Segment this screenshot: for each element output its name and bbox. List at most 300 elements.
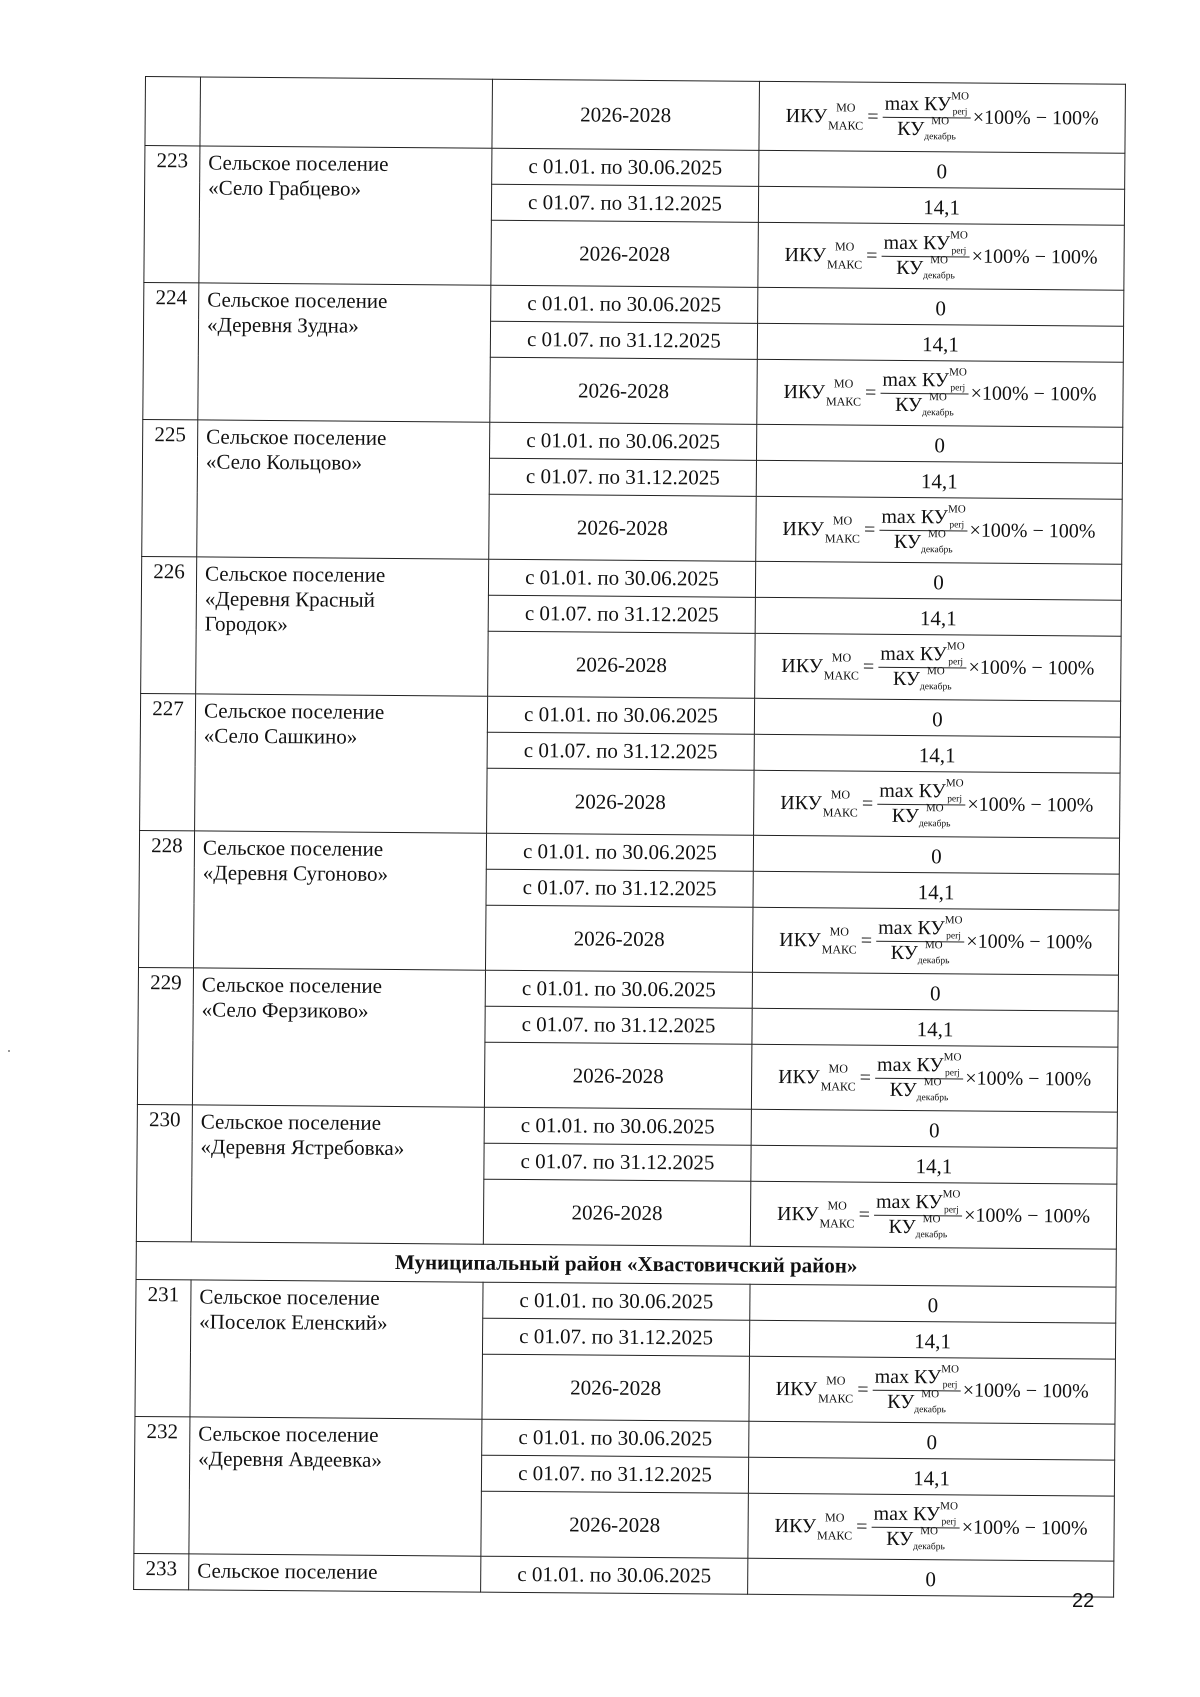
formula-numerator [877, 777, 965, 806]
formula-denominator [885, 1388, 948, 1416]
formula-lhs-sub: МАКС [820, 1079, 856, 1094]
settlement-name-cell [189, 1554, 481, 1592]
formula-num-sup: МО [949, 366, 967, 379]
value-cell: 0 [752, 972, 1118, 1011]
settlement-name-line: «Деревня Сугоново» [202, 860, 389, 886]
formula-lhs-sup: МО [833, 376, 854, 391]
settlement-name-line: Сельское поселение [201, 972, 383, 998]
formula-den-main: КУ [886, 1527, 914, 1551]
formula-cell [748, 1493, 1114, 1561]
formula-fraction [872, 1363, 961, 1416]
formula-den-sub: декабрь [920, 545, 953, 556]
formula-rhs: ×100% − 100% [964, 1203, 1091, 1227]
period-cell: с 01.07. по 31.12.2025 [490, 321, 757, 359]
formula-fraction [871, 1500, 960, 1553]
period-cell: с 01.07. по 31.12.2025 [486, 869, 753, 907]
period-cell: 2026-2028 [482, 1354, 750, 1421]
formula-num-scripts [941, 1363, 960, 1391]
period-cell: с 01.07. по 31.12.2025 [489, 458, 756, 496]
formula-den-sup: МО [921, 1388, 940, 1401]
formula-num-scripts [943, 1051, 962, 1079]
formula-lhs-sub: МАКС [827, 257, 863, 272]
formula-num-main: max КУ [878, 916, 945, 940]
settlement-name-line: Сельское поселение [198, 1421, 379, 1447]
formula-lhs-scripts [828, 100, 864, 133]
settlement-name-cell [200, 77, 493, 148]
formula-den-sub: декабрь [923, 271, 955, 282]
formula-equals: = [857, 1378, 869, 1401]
formula-num-scripts [940, 1500, 958, 1528]
formula-denominator [895, 115, 958, 143]
formula-lhs [781, 650, 859, 683]
page-number: 22 [1072, 1590, 1095, 1612]
period-cell: с 01.01. по 30.06.2025 [482, 1419, 749, 1457]
formula-num-sub: perj [952, 107, 968, 118]
formula-num-sup: МО [942, 1188, 961, 1201]
formula-num-scripts [942, 1188, 961, 1216]
formula-den-main: КУ [889, 1078, 917, 1102]
value-cell: 14,1 [749, 1320, 1115, 1359]
settlement-name-line: «Деревня Зудна» [206, 312, 359, 338]
formula-numerator [879, 503, 967, 532]
table-row [141, 556, 1121, 600]
formula-lhs-sub: МАКС [828, 118, 864, 133]
formula-den-scripts [919, 665, 952, 693]
formula-den-scripts [918, 802, 951, 830]
value-cell: 14,1 [756, 460, 1122, 499]
settlement-name-line: Сельское поселение [199, 1284, 380, 1310]
formula-fraction [882, 90, 971, 143]
formula-lhs-sup: МО [831, 650, 852, 665]
formula-num-sub: perj [951, 246, 967, 257]
formula-equals: = [860, 929, 873, 952]
formula-lhs-sub: МАКС [819, 1216, 855, 1231]
value-cell: 0 [749, 1421, 1115, 1460]
formula-den-sub: декабрь [913, 1542, 945, 1553]
row-number-cell: 223 [144, 146, 200, 283]
period-cell: 2026-2028 [490, 357, 758, 424]
row-number-cell: 231 [135, 1279, 191, 1416]
formula-numerator [878, 640, 966, 669]
formula-lhs-sup: МО [826, 1373, 846, 1388]
formula-denominator [894, 254, 957, 282]
formula-lhs-main: ИКУ [780, 791, 822, 814]
formula-lhs-main: ИКУ [782, 517, 825, 540]
formula-num-sup: МО [946, 640, 965, 653]
formula-lhs-sup: МО [828, 1061, 848, 1076]
formula-numerator [876, 914, 964, 943]
period-cell: 2026-2028 [487, 768, 755, 835]
formula-lhs-sub: МАКС [817, 1528, 853, 1543]
settlement-name-cell [189, 1417, 482, 1556]
period-cell: 2026-2028 [485, 905, 753, 972]
formula-num-sub: perj [943, 1205, 959, 1216]
row-number-cell: 228 [138, 830, 194, 967]
formula-lhs-main: ИКУ [776, 1202, 819, 1225]
formula [775, 1365, 1088, 1415]
formula-den-sup: МО [924, 939, 943, 952]
formula-den-sup: МО [930, 254, 949, 267]
formula-den-main: КУ [887, 1390, 915, 1414]
formula-lhs-scripts [825, 376, 862, 409]
formula-lhs-scripts [821, 924, 857, 957]
settlement-name-line: «Деревня Ястребовка» [200, 1134, 405, 1161]
table-row [135, 1416, 1115, 1460]
period-cell: 2026-2028 [488, 631, 756, 698]
formula-numerator [875, 1051, 963, 1080]
period-cell: с 01.01. по 30.06.2025 [487, 696, 754, 734]
settlement-name-line: Сельское поселение [197, 1558, 378, 1584]
formula-lhs-scripts [820, 1061, 856, 1094]
formula-den-main: КУ [890, 941, 918, 965]
formula-lhs [774, 1510, 853, 1543]
row-number-cell: 230 [136, 1104, 192, 1241]
settlement-name-line: Сельское поселение [200, 1109, 382, 1135]
formula-lhs-sup: МО [829, 924, 850, 939]
value-cell: 14,1 [753, 871, 1119, 910]
formula-den-sub: декабрь [917, 956, 950, 967]
formula-equals: = [856, 1515, 868, 1538]
period-cell: с 01.01. по 30.06.2025 [486, 833, 753, 871]
formula-den-sup: МО [929, 391, 947, 404]
formula-num-scripts [946, 640, 965, 668]
formula-den-sup: МО [925, 802, 944, 815]
formula-den-sub: декабрь [919, 682, 952, 693]
table-row [137, 1104, 1117, 1148]
row-number-cell: 227 [140, 693, 196, 830]
section-header: Муниципальный район «Хвастовичский район» [136, 1241, 1116, 1287]
formula [780, 779, 1093, 829]
formula-num-scripts [945, 777, 964, 805]
settlement-name-line: Сельское поселение [205, 561, 386, 587]
formula-num-main: max КУ [874, 1365, 942, 1389]
table-row [145, 77, 1126, 154]
formula-lhs-main: ИКУ [781, 654, 823, 677]
formula-num-scripts [947, 503, 966, 531]
formula-rhs: ×100% − 100% [971, 244, 1098, 268]
settlement-name-line: «Село Ферзиково» [201, 997, 369, 1023]
formula-rhs: ×100% − 100% [972, 106, 1099, 129]
period-cell: 2026-2028 [483, 1179, 751, 1246]
formula-denominator [886, 1213, 949, 1241]
formula-lhs-sub: МАКС [823, 668, 859, 683]
formula-denominator [888, 1076, 951, 1104]
period-cell: с 01.07. по 31.12.2025 [488, 595, 755, 633]
value-cell: 14,1 [757, 323, 1123, 362]
formula [784, 231, 1097, 281]
formula-lhs [784, 239, 863, 272]
formula-denominator [893, 391, 956, 419]
formula-lhs-sub: МАКС [821, 942, 857, 957]
period-cell: с 01.07. по 31.12.2025 [485, 1006, 752, 1044]
formula-lhs-scripts [818, 1373, 854, 1406]
row-number-cell [145, 77, 201, 146]
formula-den-scripts [923, 254, 955, 282]
value-cell: 14,1 [752, 1008, 1118, 1047]
formula-num-sup: МО [950, 229, 968, 242]
value-cell: 14,1 [754, 734, 1120, 773]
settlement-name-line: «Поселок Еленский» [199, 1309, 388, 1335]
table-row [144, 282, 1124, 326]
formula-den-scripts [917, 939, 950, 967]
period-cell: с 01.07. по 31.12.2025 [487, 732, 754, 770]
formula-lhs [780, 787, 858, 820]
formula-fraction [879, 503, 968, 556]
period-cell: с 01.07. по 31.12.2025 [482, 1318, 749, 1356]
settlement-name-line: «Село Сашкино» [203, 723, 358, 749]
formula-den-sup: МО [928, 528, 946, 541]
settlement-name-cell [197, 420, 490, 559]
formula-cell [750, 1181, 1116, 1249]
formula-num-main: max КУ [884, 92, 952, 116]
formula-cell [757, 359, 1123, 427]
formula-den-sup: МО [931, 115, 950, 128]
row-number-cell: 225 [142, 419, 198, 556]
formula-num-main: max КУ [880, 642, 947, 666]
formula-lhs [783, 376, 862, 409]
formula-rhs: ×100% − 100% [966, 929, 1093, 953]
value-cell: 0 [753, 835, 1119, 874]
settlement-name-line: Городок» [204, 611, 288, 637]
period-cell: с 01.01. по 30.06.2025 [488, 559, 755, 597]
formula-lhs [778, 1061, 856, 1094]
settlement-name-line: «Деревня Красный [204, 586, 376, 612]
formula-lhs-scripts [819, 1198, 855, 1231]
formula-denominator [892, 528, 955, 556]
period-cell: с 01.01. по 30.06.2025 [491, 285, 758, 323]
formula-rhs: ×100% − 100% [970, 381, 1097, 405]
formula-cell [749, 1356, 1115, 1424]
formula-denominator [891, 665, 954, 693]
formula-fraction [877, 777, 966, 830]
formula-den-main: КУ [894, 393, 923, 417]
formula-num-main: max КУ [875, 1190, 943, 1214]
formula-lhs-sup: МО [834, 239, 855, 254]
formula-num-scripts [944, 914, 963, 942]
formula-num-main: max КУ [873, 1502, 941, 1526]
value-cell: 0 [755, 561, 1121, 600]
settlement-name-cell [198, 283, 491, 422]
formula-denominator [890, 802, 953, 830]
period-cell: 2026-2028 [481, 1491, 749, 1558]
formula-cell [755, 633, 1121, 701]
row-number-cell: 232 [134, 1416, 190, 1553]
value-cell: 0 [751, 1109, 1117, 1148]
formula-den-scripts [916, 1076, 949, 1104]
value-cell: 0 [754, 698, 1120, 737]
period-cell: с 01.07. по 31.12.2025 [484, 1143, 751, 1181]
table-row [139, 830, 1119, 874]
formula-num-sub: perj [950, 383, 966, 394]
period-cell: с 01.01. по 30.06.2025 [484, 1107, 751, 1145]
formula [782, 505, 1095, 555]
formula-den-main: КУ [893, 530, 922, 554]
period-cell: 2026-2028 [491, 220, 759, 287]
formula-num-main: max КУ [879, 779, 946, 803]
formula-cell [754, 770, 1120, 838]
formula-num-sup: МО [947, 503, 966, 516]
period-cell: с 01.01. по 30.06.2025 [492, 148, 759, 186]
formula-numerator [874, 1188, 962, 1217]
formula-lhs-sub: МАКС [824, 531, 861, 546]
formula-den-scripts [924, 115, 956, 143]
formula-rhs: ×100% − 100% [962, 1378, 1089, 1402]
formula-den-sub: декабрь [914, 1405, 946, 1416]
formula-fraction [876, 914, 965, 967]
formula-lhs-sup: МО [836, 100, 856, 115]
formula-lhs-main: ИКУ [774, 1514, 817, 1537]
formula-den-scripts [914, 1388, 946, 1416]
period-cell: с 01.01. по 30.06.2025 [483, 1282, 750, 1320]
formula [774, 1502, 1087, 1552]
formula-fraction [878, 640, 967, 693]
scan-speck [8, 1050, 10, 1052]
formula-equals: = [861, 792, 874, 815]
value-cell: 14,1 [751, 1145, 1117, 1184]
formula-num-sup: МО [944, 914, 963, 927]
value-cell: 0 [757, 424, 1123, 463]
formula-lhs-scripts [817, 1510, 853, 1543]
formula-fraction [874, 1188, 963, 1241]
table-row [145, 146, 1125, 190]
formula-den-scripts [922, 391, 954, 419]
settlement-name-cell [199, 146, 492, 285]
value-cell: 0 [750, 1284, 1116, 1323]
formula-den-sub: декабрь [916, 1093, 949, 1104]
formula-den-sup: МО [922, 1213, 941, 1226]
tariff-index-table [133, 76, 1126, 1598]
value-cell: 0 [758, 287, 1124, 326]
formula-cell [758, 222, 1124, 290]
settlement-name-line: «Село Кольцово» [205, 449, 363, 475]
formula-num-main: max КУ [877, 1053, 944, 1077]
formula-cell [751, 1044, 1117, 1112]
formula-equals: = [862, 655, 875, 678]
formula-numerator [881, 229, 969, 258]
formula-lhs [775, 1373, 854, 1406]
formula-num-scripts [951, 90, 970, 118]
formula-lhs-sup: МО [825, 1510, 845, 1525]
settlement-name-cell [193, 831, 486, 970]
row-number-cell: 226 [141, 556, 197, 693]
settlement-name-line: Сельское поселение [208, 150, 389, 176]
formula-den-main: КУ [891, 804, 920, 828]
period-cell: с 01.01. по 30.06.2025 [490, 422, 757, 460]
formula-den-main: КУ [897, 117, 925, 141]
settlement-name-cell [191, 1105, 484, 1244]
formula [779, 916, 1092, 966]
formula-num-scripts [950, 229, 968, 257]
formula-denominator [889, 939, 952, 967]
formula-num-sup: МО [940, 1500, 958, 1513]
formula-lhs [776, 1198, 855, 1231]
table-body [134, 77, 1126, 1598]
formula-lhs-main: ИКУ [784, 243, 827, 266]
formula-den-sup: МО [926, 665, 945, 678]
formula-lhs [785, 100, 864, 133]
formula-denominator [884, 1525, 947, 1553]
formula-equals: = [867, 105, 879, 128]
formula-num-sub: perj [947, 794, 963, 805]
formula-equals: = [858, 1203, 871, 1226]
formula-lhs [779, 924, 857, 957]
settlement-name-line: «Деревня Авдеевка» [198, 1446, 383, 1472]
value-cell: 14,1 [755, 597, 1121, 636]
formula-num-sub: perj [949, 520, 965, 531]
formula-den-sup: МО [920, 1525, 939, 1538]
formula-den-sub: декабрь [924, 132, 956, 143]
formula-lhs-sub: МАКС [825, 394, 862, 409]
period-cell: с 01.07. по 31.12.2025 [481, 1455, 748, 1493]
row-number-cell: 229 [137, 967, 193, 1104]
formula-equals: = [863, 518, 876, 541]
formula-num-sub: perj [942, 1380, 958, 1391]
formula-rhs: ×100% − 100% [961, 1515, 1088, 1539]
formula-lhs-scripts [824, 513, 861, 546]
settlement-name-line: Сельское поселение [202, 835, 384, 861]
formula-lhs-sub: МАКС [818, 1391, 854, 1406]
formula-lhs-main: ИКУ [785, 104, 828, 127]
formula-lhs-main: ИКУ [779, 928, 821, 951]
formula-lhs-main: ИКУ [778, 1065, 820, 1088]
formula-fraction [875, 1051, 964, 1104]
formula-numerator [873, 1363, 961, 1392]
formula-lhs-main: ИКУ [783, 380, 826, 403]
settlement-name-cell [192, 968, 485, 1107]
settlement-name-line: Сельское поселение [207, 287, 388, 313]
settlement-name-cell [195, 694, 488, 833]
formula-cell [756, 496, 1122, 564]
period-cell: с 01.07. по 31.12.2025 [491, 184, 758, 222]
formula-numerator [883, 90, 971, 119]
formula [778, 1053, 1091, 1103]
formula-den-main: КУ [896, 256, 924, 280]
period-cell: с 01.01. по 30.06.2025 [481, 1556, 748, 1594]
formula-fraction [880, 366, 969, 419]
table-row [138, 967, 1118, 1011]
formula-den-sub: декабрь [918, 819, 951, 830]
formula-numerator [880, 366, 968, 395]
formula-num-sub: perj [948, 657, 964, 668]
formula-num-scripts [949, 366, 967, 394]
formula-rhs: ×100% − 100% [965, 1066, 1092, 1090]
formula-rhs: ×100% − 100% [969, 518, 1096, 542]
formula-fraction [881, 229, 970, 282]
table-row [134, 1553, 1114, 1597]
settlement-name-line: «Село Грабцево» [208, 175, 362, 201]
formula-num-sub: perj [941, 1517, 957, 1528]
formula-numerator [871, 1500, 959, 1529]
formula-den-scripts [913, 1525, 945, 1553]
formula [777, 1190, 1090, 1240]
formula-den-scripts [920, 528, 953, 556]
settlement-name-line: Сельское поселение [203, 698, 385, 724]
settlement-name-cell [190, 1280, 483, 1419]
formula-lhs-main: ИКУ [775, 1377, 818, 1400]
formula-lhs-sub: МАКС [822, 805, 858, 820]
formula-num-sup: МО [943, 1051, 962, 1064]
period-cell: 2026-2028 [492, 79, 760, 150]
row-number-cell: 224 [143, 282, 199, 419]
formula-cell [759, 81, 1126, 153]
formula [783, 368, 1096, 418]
formula-num-main: max КУ [882, 368, 950, 392]
settlement-name-line: Сельское поселение [206, 424, 387, 450]
value-cell: 14,1 [758, 186, 1124, 225]
formula-den-main: КУ [888, 1215, 916, 1239]
formula-cell [752, 907, 1118, 975]
formula-den-scripts [915, 1213, 948, 1241]
